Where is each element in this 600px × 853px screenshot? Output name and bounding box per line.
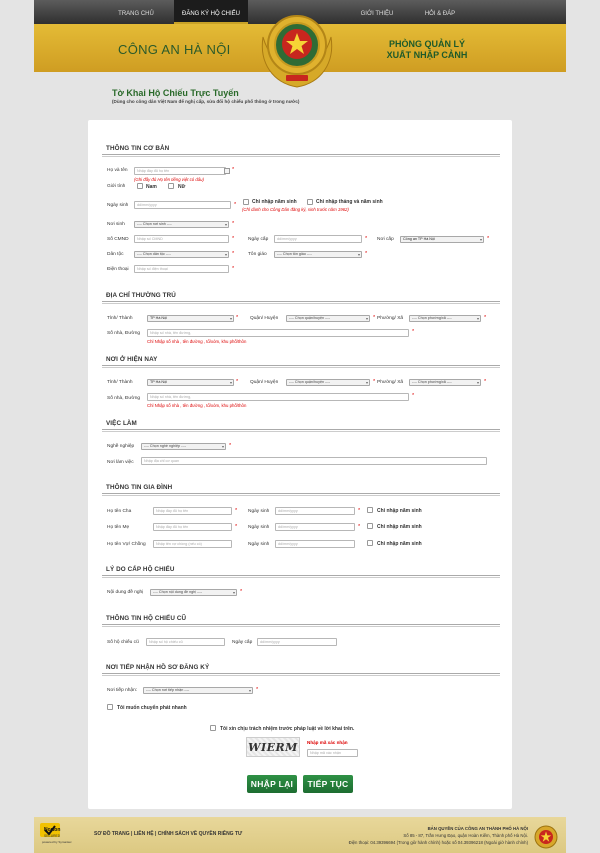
- father-year-only-label: Chỉ nhập năm sinh: [377, 508, 422, 514]
- mother-year-only-checkbox[interactable]: [367, 523, 373, 529]
- occupation-label: Nghề nghiệp: [107, 444, 135, 449]
- issue-date-label: Ngày cấp: [248, 237, 269, 242]
- required-star: *: [358, 508, 361, 514]
- footer: [34, 817, 566, 853]
- required-star: *: [487, 236, 490, 242]
- id-number-input[interactable]: Nhập số CMND: [134, 235, 229, 243]
- footer-copyright: BẢN QUYỀN CỦA CÔNG AN THÀNH PHỐ HÀ NỘI: [427, 826, 528, 831]
- mother-year-only-label: Chỉ nhập năm sinh: [377, 524, 422, 530]
- required-star: *: [232, 251, 235, 257]
- dob-label: Ngày sinh: [107, 203, 129, 208]
- mother-name-label: Họ tên Mẹ: [107, 525, 130, 530]
- gender-male-checkbox[interactable]: [137, 183, 143, 189]
- old-passport-number-label: Số hộ chiếu cũ: [107, 640, 139, 645]
- year-only-checkbox[interactable]: [243, 199, 249, 205]
- pob-label: Nơi sinh: [107, 222, 125, 227]
- issue-place-select[interactable]: Công an TP Hà Nội ▾: [400, 236, 484, 243]
- month-year-label: Chỉ nhập tháng và năm sinh: [316, 199, 383, 205]
- required-star: *: [235, 508, 238, 514]
- province-label: Tỉnh/ Thành: [107, 316, 133, 321]
- old-passport-number-input[interactable]: Nhập số hộ chiếu cũ: [146, 638, 225, 646]
- required-star: *: [484, 315, 487, 321]
- occupation-select[interactable]: ---- Chọn nghề nghiệp ---- ▾: [141, 443, 226, 450]
- form-title: Tờ Khai Hộ Chiếu Trực Tuyến: [112, 88, 239, 98]
- province-select[interactable]: TP Hà Nội ▾: [147, 315, 234, 322]
- gender-female-label: Nữ: [178, 184, 186, 190]
- phone-label: Điện thoại: [107, 267, 129, 272]
- captcha-image: WIERM: [246, 737, 300, 757]
- ethnicity-label: Dân tộc: [107, 252, 124, 257]
- address-hint: Chỉ Nhập số nhà , tên đường , tổ/xóm, khu phố/thôn: [147, 339, 247, 344]
- section-divider: [102, 365, 500, 368]
- district-label: Quận/ Huyện: [250, 316, 279, 321]
- required-star: *: [234, 202, 237, 208]
- reception-place-label: Nơi tiếp nhận:: [107, 688, 138, 693]
- spouse-year-only-checkbox[interactable]: [367, 540, 373, 546]
- current-province-label: Tỉnh/ Thành: [107, 380, 133, 385]
- express-delivery-label: Tôi muốn chuyển phát nhanh: [117, 705, 187, 711]
- reception-place-select[interactable]: ---- Chọn nơi tiếp nhận ---- ▾: [143, 687, 253, 694]
- captcha-input[interactable]: Nhập mã xác nhận: [307, 749, 358, 757]
- section-divider: [102, 624, 500, 627]
- norton-logo-text: Norton: [44, 827, 61, 833]
- required-star: *: [240, 589, 243, 595]
- footer-links[interactable]: SƠ ĐỒ TRANG | LIÊN HỆ | CHÍNH SÁCH VỀ QUYỀN RIÊNG TƯ: [94, 831, 243, 837]
- father-dob-input[interactable]: dd/mm/yyyy: [275, 507, 355, 515]
- required-star: *: [232, 266, 235, 272]
- father-year-only-checkbox[interactable]: [367, 507, 373, 513]
- nav-passport-register[interactable]: ĐĂNG KÝ HỘ CHIẾU: [174, 0, 248, 24]
- footer-phone: Điện thoại: 04.39396694 (Trong giờ hành chính) hoặc số 04.39396218 (Ngoài giờ hành chính): [348, 840, 528, 845]
- section-basic-info-heading: THÔNG TIN CƠ BẢN: [106, 145, 170, 152]
- express-delivery-checkbox[interactable]: [107, 704, 113, 710]
- police-emblem-icon: [253, 3, 341, 91]
- phone-input[interactable]: Nhập số điện thoại: [134, 265, 229, 273]
- required-star: *: [236, 315, 239, 321]
- full-name-label: Họ và tên: [107, 168, 128, 173]
- nav-home[interactable]: TRANG CHỦ: [118, 11, 154, 17]
- current-ward-label: Phường/ Xã: [377, 380, 404, 385]
- required-star: *: [365, 251, 368, 257]
- spouse-dob-label: Ngày sinh: [248, 542, 270, 547]
- dob-hint: (Chỉ dành cho Công Dân đăng ký, sinh trước năm 1962): [242, 207, 349, 212]
- current-address-input[interactable]: Nhập số nhà, tên đường,: [147, 393, 409, 401]
- full-name-input[interactable]: Nhập đầy đủ họ tên: [134, 167, 226, 175]
- nav-about[interactable]: GIỚI THIỆU: [360, 11, 394, 17]
- current-district-select[interactable]: ---- Chọn quận/huyện ---- ▾: [286, 379, 370, 386]
- section-employment-heading: VIỆC LÀM: [106, 420, 137, 427]
- dob-input[interactable]: dd/mm/yyyy: [134, 201, 231, 209]
- religion-label: Tôn giáo: [248, 252, 267, 257]
- section-family-heading: THÔNG TIN GIA ĐÌNH: [106, 484, 173, 491]
- request-content-select[interactable]: ---- Chọn nội dung đề nghị ---- ▾: [150, 589, 237, 596]
- ethnicity-select[interactable]: ---- Chọn dân tộc ---- ▾: [134, 251, 229, 258]
- nav-faq[interactable]: HỎI & ĐÁP: [424, 11, 456, 17]
- gender-female-checkbox[interactable]: [168, 183, 174, 189]
- mother-name-input[interactable]: Nhập đầy đủ họ tên: [153, 523, 232, 531]
- issue-date-input[interactable]: dd/mm/yyyy: [274, 235, 362, 243]
- reset-button[interactable]: NHẬP LẠI: [247, 775, 297, 793]
- spouse-name-label: Họ tên Vợ/ Chồng: [107, 542, 146, 547]
- pob-select[interactable]: ---- Chọn nơi sinh ---- ▾: [134, 221, 229, 228]
- footer-emblem-icon: [534, 825, 558, 849]
- section-divider: [102, 575, 500, 578]
- required-star: *: [358, 524, 361, 530]
- address-label: Số nhà, Đường: [107, 331, 141, 336]
- current-province-select[interactable]: TP Hà Nội ▾: [147, 379, 234, 386]
- section-divider: [102, 493, 500, 496]
- father-name-label: Họ tên Cha: [107, 509, 132, 514]
- current-ward-select[interactable]: ---- Chọn phường/xã ---- ▾: [409, 379, 481, 386]
- norton-powered-text: powered by Symantec: [42, 840, 72, 844]
- ward-label: Phường/ Xã: [377, 316, 404, 321]
- current-district-label: Quận/ Huyện: [250, 380, 279, 385]
- spouse-dob-input[interactable]: dd/mm/yyyy: [275, 540, 355, 548]
- workplace-input[interactable]: Nhập địa chỉ cơ quan: [141, 457, 487, 465]
- required-star: *: [235, 524, 238, 530]
- current-address-hint: Chỉ Nhập số nhà , tên đường , tổ/xóm, khu phố/thôn: [147, 403, 247, 408]
- required-star: *: [412, 329, 415, 335]
- required-star: *: [484, 379, 487, 385]
- required-star: *: [232, 221, 235, 227]
- full-name-hint: (Ghi đầy đủ Họ tên tiếng việt có dấu): [134, 177, 204, 182]
- year-only-label: Chỉ nhập năm sinh: [252, 199, 297, 205]
- old-passport-date-input[interactable]: dd/mm/yyyy: [257, 638, 337, 646]
- commitment-checkbox[interactable]: [210, 725, 216, 731]
- id-number-label: Số CMND: [107, 237, 129, 242]
- required-star: *: [232, 236, 235, 242]
- captcha-label: Nhập mã xác nhận: [307, 740, 348, 745]
- mother-dob-input[interactable]: dd/mm/yyyy: [275, 523, 355, 531]
- section-reception-place-heading: NƠI TIẾP NHẬN HỒ SƠ ĐĂNG KÝ: [106, 664, 210, 671]
- address-input[interactable]: Nhập số nhà, tên đường,: [147, 329, 409, 337]
- continue-button[interactable]: TIẾP TỤC: [303, 775, 353, 793]
- required-star: *: [236, 379, 239, 385]
- keyboard-icon[interactable]: [224, 168, 230, 174]
- district-select[interactable]: ---- Chọn quận/huyện ---- ▾: [286, 315, 370, 322]
- ward-select[interactable]: ---- Chọn phường/xã ---- ▾: [409, 315, 481, 322]
- commitment-label: Tôi xin chịu trách nhiệm trước pháp luật về lời khai trên.: [220, 726, 355, 732]
- father-name-input[interactable]: Nhập đầy đủ họ tên: [153, 507, 232, 515]
- issue-place-label: Nơi cấp: [377, 237, 394, 242]
- religion-select[interactable]: ---- Chọn tôn giáo ---- ▾: [274, 251, 362, 258]
- banner-right-line1: PHÒNG QUẢN LÝ: [388, 39, 465, 49]
- section-old-passport-heading: THÔNG TIN HỘ CHIẾU CŨ: [106, 615, 187, 622]
- mother-dob-label: Ngày sinh: [248, 525, 270, 530]
- current-address-label: Số nhà, Đường: [107, 396, 141, 401]
- section-permanent-address-heading: ĐỊA CHỈ THƯỜNG TRÚ: [106, 292, 176, 299]
- old-passport-date-label: Ngày cấp: [232, 640, 253, 645]
- norton-secured-text: SECURED: [44, 834, 61, 838]
- banner-title-left: CÔNG AN HÀ NỘI: [118, 42, 231, 57]
- required-star: *: [256, 687, 259, 693]
- request-content-label: Nội dung đề nghị: [107, 590, 144, 595]
- footer-address: Số 85 - 87, Trần Hưng Đạo, quận Hoàn Kiếm, Thành phố Hà Nội.: [403, 833, 528, 838]
- father-dob-label: Ngày sinh: [248, 509, 270, 514]
- required-star: *: [365, 236, 368, 242]
- section-divider: [102, 301, 500, 304]
- section-divider: [102, 673, 500, 676]
- month-year-checkbox[interactable]: [307, 199, 313, 205]
- section-divider: [102, 154, 500, 157]
- workplace-label: Nơi làm việc: [107, 460, 134, 465]
- spouse-year-only-label: Chỉ nhập năm sinh: [377, 541, 422, 547]
- required-star: *: [232, 167, 235, 173]
- required-star: *: [373, 315, 376, 321]
- form-subtitle: (Dùng cho công dân Việt Nam để nghị cấp, sửa đổi hộ chiếu phổ thông ở trong nước): [112, 99, 300, 104]
- required-star: *: [229, 443, 232, 449]
- banner-title-right: [367, 39, 487, 61]
- required-star: *: [412, 393, 415, 399]
- section-current-address-heading: NƠI Ở HIỆN NAY: [106, 356, 158, 363]
- banner-right-line2: XUẤT NHẬP CẢNH: [386, 50, 468, 60]
- required-star: *: [373, 379, 376, 385]
- section-reason-heading: LÝ DO CẤP HỘ CHIẾU: [106, 566, 175, 573]
- spouse-name-input[interactable]: Nhập tên vợ chồng (nếu có): [153, 540, 232, 548]
- gender-male-label: Nam: [146, 184, 157, 190]
- gender-label: Giới tính: [107, 184, 126, 189]
- section-divider: [102, 429, 500, 432]
